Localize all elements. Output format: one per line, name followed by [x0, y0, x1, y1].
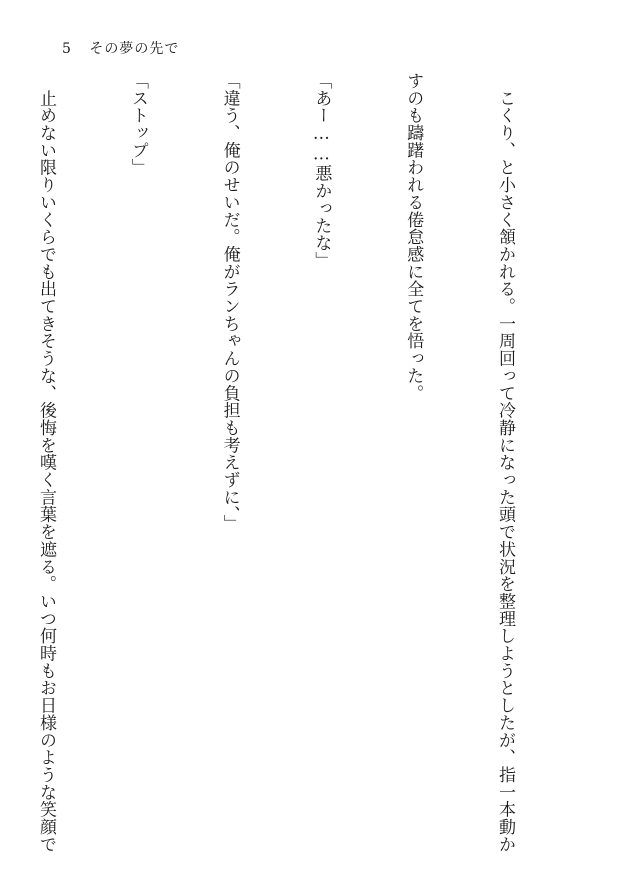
text-line: こくり、と小さく頷かれる。一周回って冷静になった頭で状況を整理しようとしたが、指一本動か [495, 72, 515, 853]
page-number: 5 [62, 41, 72, 57]
text-line: 「あー……悪かったな」 [311, 72, 332, 269]
body-text [0, 72, 580, 853]
text-line: すのも躊躇われる倦怠感に全てを悟った。 [403, 72, 424, 402]
page-header [62, 38, 179, 58]
text-line: 「違う、俺のせいだ。俺がランちゃんの負担も考えずに、」 [219, 72, 240, 532]
chapter-title: その夢の先で [89, 41, 180, 57]
text-line: 「ストップ」 [127, 72, 148, 177]
text-line: 止めない限りいくらでも出てきそうな、後悔を嘆く言葉を遮る。いつ何時もお日様のような笑顔で [36, 72, 57, 853]
